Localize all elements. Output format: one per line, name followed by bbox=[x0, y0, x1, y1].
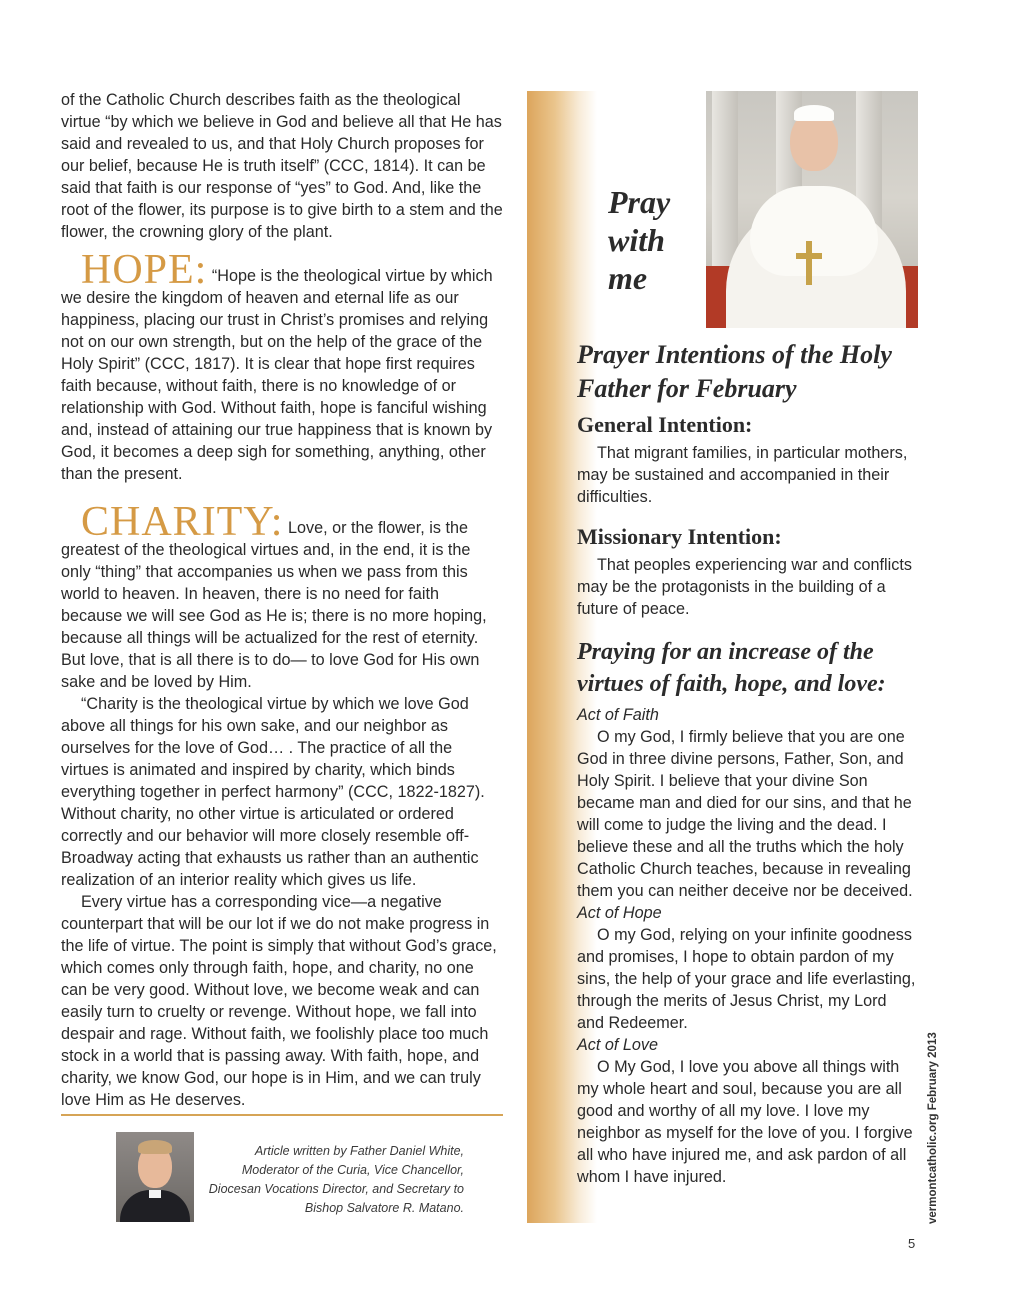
page-number: 5 bbox=[908, 1236, 916, 1251]
act-of-faith-label: Act of Faith bbox=[577, 706, 659, 724]
charity-text: Love, or the flower, is the greatest of the theological virtues and, in the end, it is the only “thing” that accompanies us when we pass from this world to heaven. In heaven, there is no need for faith because we will see God as He is; there is no more hoping, because all things will be actualized for the rest of eternity. But love, that is all there is to do— to love God for His own sake and be loved by Him. bbox=[61, 519, 487, 691]
hope-paragraph bbox=[61, 247, 503, 485]
author-photo bbox=[116, 1132, 194, 1222]
article-divider bbox=[61, 1114, 503, 1116]
general-intention-heading: General Intention: bbox=[577, 412, 753, 437]
general-intention-text: That migrant families, in particular mothers, may be sustained and accompanied in their difficulties. bbox=[577, 444, 908, 506]
charity-paragraph bbox=[61, 499, 503, 693]
act-of-hope-label: Act of Hope bbox=[577, 904, 662, 922]
charity-quote-paragraph: “Charity is the theological virtue by which we love God above all things for his own sake, and our neighbor as ourselves for the love of God… . The practice of all the virtues is animated and inspired by charity, which binds everything together in perfect harmony” (CCC, 1822-1827). Without charity, no other virtue is articulated or ordered correctly and our behavior will more closely resemble off-Broadway acting that exhausts us rather than an authentic realization of an interior reality which gives us life. bbox=[61, 695, 485, 889]
act-of-love-label: Act of Love bbox=[577, 1036, 658, 1054]
pope-photo bbox=[706, 91, 918, 328]
missionary-intention-heading: Missionary Intention: bbox=[577, 524, 782, 549]
act-of-hope-text: O my God, relying on your infinite goodness and promises, I hope to obtain pardon of my sins, the help of your grace and life everlasting, through the merits of Jesus Christ, my Lord and Redeemer. bbox=[577, 926, 916, 1032]
act-of-love-text: O My God, I love you above all things with my whole heart and soul, because you are all good and worthy of all my love. I love my neighbor as myself for the love of you. I forgive all who have injured me, and ask pardon of all whom I have injured. bbox=[577, 1058, 913, 1186]
prayer-column bbox=[577, 338, 917, 1188]
vice-paragraph: Every virtue has a corresponding vice—a negative counterpart that will be our lot if we do not make progress in the life of virtue. The point is simply that without God’s grace, which comes only through faith, hope, and charity, no one can be very good. Without love, we become weak and can easily turn to cruelty or revenge. Without hope, we fall into despair and rage. Without faith, we foolishly place too much stock in a world that is passing away. With faith, hope, and charity, we know God, our hope is in Him, and we can truly love Him as He deserves. bbox=[61, 893, 497, 1109]
left-article-column bbox=[61, 89, 503, 1111]
intentions-title: Prayer Intentions of the Holy Father for February bbox=[577, 340, 892, 403]
intro-paragraph: of the Catholic Church describes faith as the theological virtue “by which we believe in God and believe all that He has said and revealed to us, and that Holy Church proposes for our belief, because He is truth itself” (CCC, 1814). It can be said that faith is our response of “yes” to God. And, like the root of the flower, its purpose is to give birth to a stem and the flower, the crowning glory of the plant. bbox=[61, 91, 503, 241]
hope-text: “Hope is the theological virtue by which we desire the kingdom of heaven and eternal life as our happiness, placing our trust in Christ’s promises and relying not on our own strength, but on the help of the grace of the Holy Spirit” (CCC, 1817). It is clear that hope first requires faith because, without faith, there is no knowledge of or relationship with God. Without faith, hope is fanciful wishing and, instead of attaining our true happiness that is known by God, it becomes a deep sigh for something, anything, other than the present. bbox=[61, 267, 493, 483]
pray-with-me-title: Pray with me bbox=[608, 184, 671, 296]
charity-heading: CHARITY: bbox=[81, 499, 284, 545]
issue-side-tag bbox=[924, 1034, 942, 1224]
missionary-intention-text: That peoples experiencing war and conflicts may be the protagonists in the building of a future of peace. bbox=[577, 556, 912, 618]
issue-side-tag-text: vermontcatholic.org February 2013 bbox=[927, 1032, 939, 1224]
author-credit: Article written by Father Daniel White, Moderator of the Curia, Vice Chancellor, Diocesan Vocations Director, and Secretary to Bishop Salvatore R. Matano. bbox=[208, 1144, 464, 1215]
act-of-faith-text: O my God, I firmly believe that you are one God in three divine persons, Father, Son, and Holy Spirit. I believe that your divine Son became man and died for our sins, and that he will come to judge the living and the dead. I believe these and all the truths which the holy Catholic Church teaches, because in revealing them you can neither deceive nor be deceived. bbox=[577, 728, 913, 900]
hope-heading: HOPE: bbox=[81, 247, 208, 293]
praying-title: Praying for an increase of the virtues of faith, hope, and love: bbox=[577, 639, 886, 697]
